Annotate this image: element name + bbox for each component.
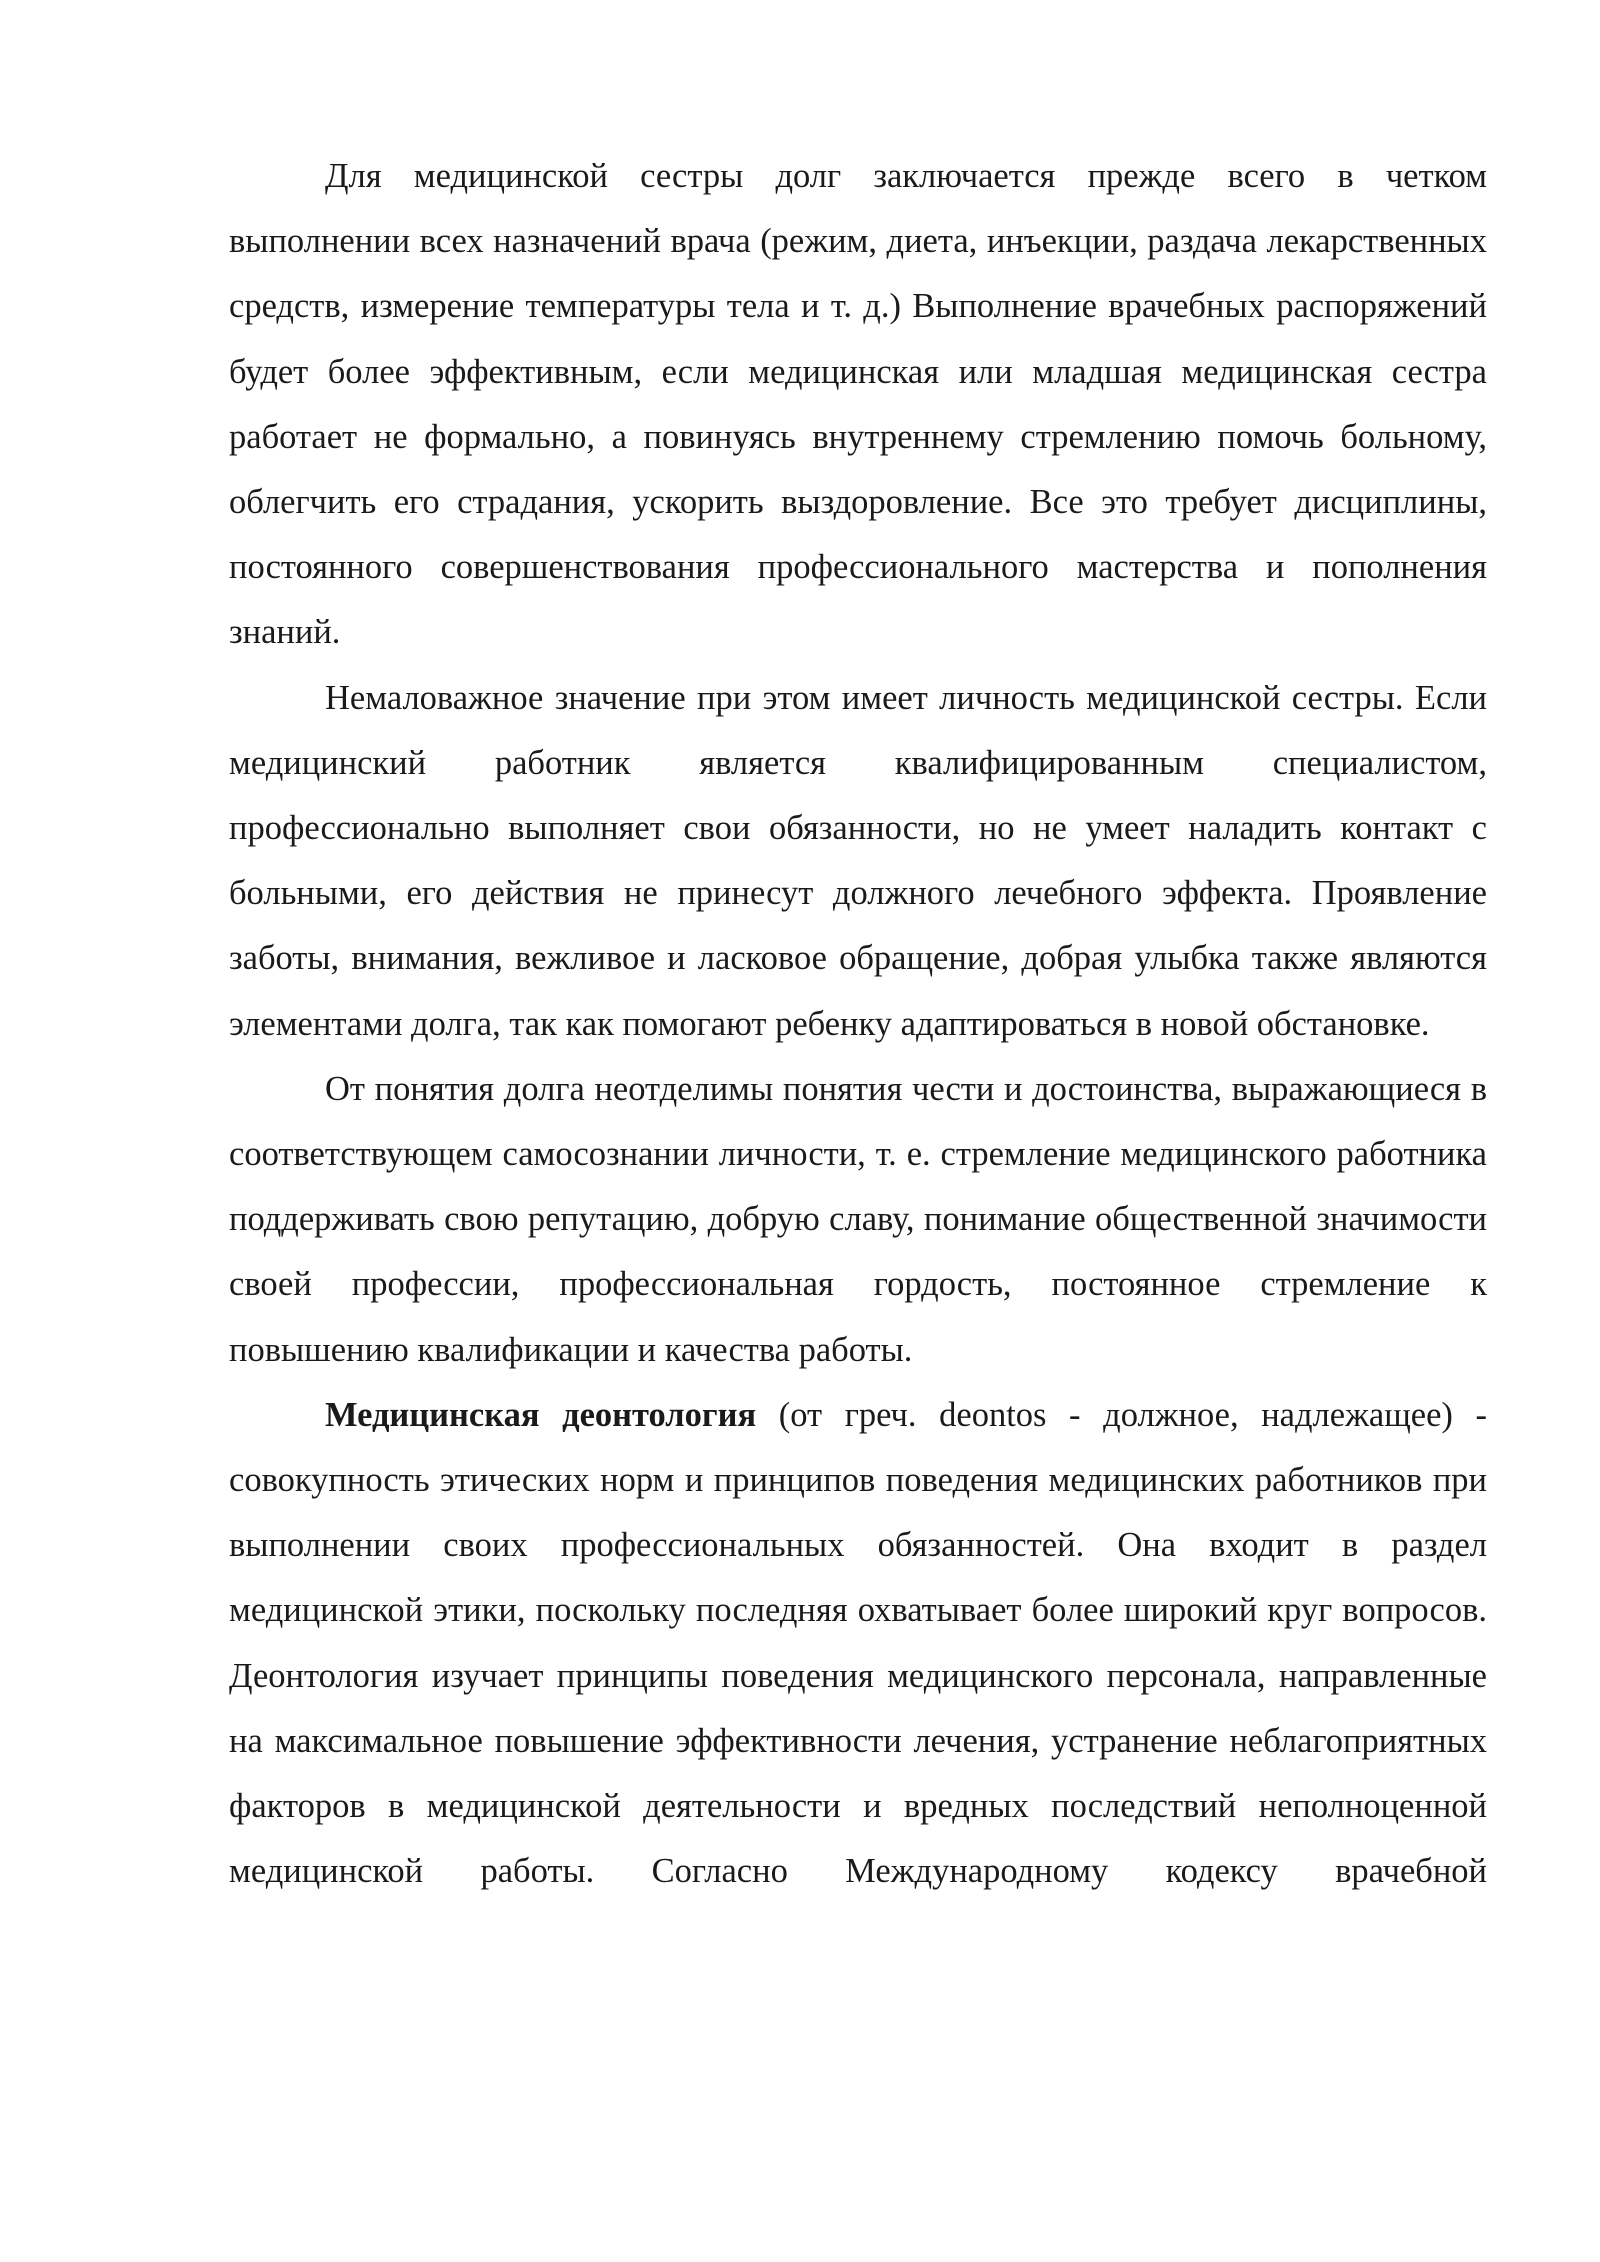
paragraph-text: Немаловажное значение при этом имеет личность медицинской сестры. Если медицинский работник является квалифицированным специалистом, профессионально выполняет свои обязанности, но не умеет наладить контакт с больными, его действия не принесут должного лечебного эффекта. Проявление заботы, внимания, вежливое и ласковое обращение, добрая улыбка также являются элементами долга, так как помогают ребенку адаптироваться в новой обстановке. <box>229 678 1487 1043</box>
paragraph-honor-dignity <box>229 1057 1487 1383</box>
document-body <box>229 144 1487 1904</box>
deontology-term: Медицинская деонтология <box>325 1395 757 1434</box>
paragraph-nurse-duty <box>229 144 1487 666</box>
paragraph-text: (от греч. deontos - должное, надлежащее) - совокупность этических норм и принципов поведения медицинских работников при выполнении своих профессиональных обязанностей. Она входит в раздел медицинской этики, поскольку последняя охватывает более широкий круг вопросов. Деонтология изучает принципы поведения медицинского персонала, направленные на максимальное повышение эффективности лечения, устранение неблагоприятных факторов в медицинской деятельности и вредных последствий неполноценной медицинской работы. Согласно Международному кодексу врачебной <box>229 1395 1488 1891</box>
paragraph-deontology <box>229 1383 1487 1905</box>
paragraph-text: Для медицинской сестры долг заключается прежде всего в четком выполнении всех назначений врача (режим, диета, инъекции, раздача лекарственных средств, измерение температуры тела и т. д.) Выполнение врачебных распоряжений будет более эффективным, если медицинская или младшая медицинская сестра работает не формально, а повинуясь внутреннему стремлению помочь больному, облегчить его страдания, ускорить выздоровление. Все это требует дисциплины, постоянного совершенствования профессионального мастерства и пополнения знаний. <box>229 157 1487 652</box>
paragraph-text: От понятия долга неотделимы понятия чести и достоинства, выражающиеся в соответствующем самосознании личности, т. е. стремление медицинского работника поддерживать свою репутацию, добрую славу, понимание общественной значимости своей профессии, профессиональная гордость, постоянное стремление к повышению квалификации и качества работы. <box>229 1069 1487 1369</box>
paragraph-nurse-personality <box>229 666 1487 1057</box>
